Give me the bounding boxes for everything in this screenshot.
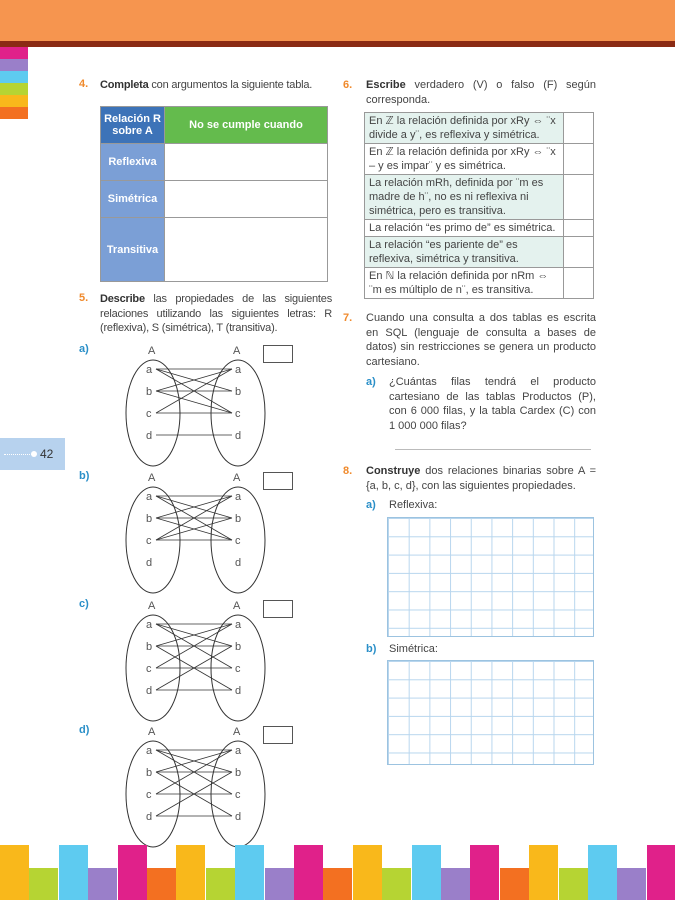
answer-cell[interactable]: [564, 113, 594, 144]
stripe: [118, 845, 147, 900]
relation-arrow: [156, 391, 232, 413]
q8a-label: a): [366, 499, 376, 511]
page-number: 42: [40, 447, 54, 461]
q5-item-label: c): [79, 598, 89, 610]
statement: La relación “es pariente de” es reflexiva, simétrica y transitiva.: [365, 237, 564, 268]
node-label: a: [235, 491, 242, 503]
node-label: c: [235, 535, 241, 547]
node-label: d: [235, 811, 242, 823]
node-label: a: [235, 745, 242, 757]
answer-cell[interactable]: [564, 237, 594, 268]
q5-number: 5.: [79, 292, 89, 304]
stripe: [294, 845, 323, 900]
node-label: b: [146, 641, 153, 653]
node-label: c: [146, 535, 152, 547]
stripe: [559, 868, 588, 900]
answer-cell[interactable]: [564, 175, 594, 220]
q8-number: 8.: [343, 465, 353, 477]
q5-item-label: d): [79, 724, 90, 736]
q6-number: 6.: [343, 79, 353, 91]
q4-table: [100, 106, 328, 282]
q7a-question: a) ¿Cuántas filas tendrá el producto cartesiano de las tablas Productos (P), con 6 000 filas, y la tabla Cardex (C) con 1 000 000 filas?: [366, 376, 596, 432]
node-label: c: [235, 789, 241, 801]
q7-number: 7.: [343, 312, 353, 324]
node-label: d: [146, 430, 153, 442]
node-label: b: [146, 386, 153, 398]
stripe: [647, 845, 675, 900]
node-label: d: [235, 430, 242, 442]
q5-item-label: a): [79, 343, 89, 355]
decorative-stripes: [0, 845, 675, 900]
statement: La relación mRh, definida por ¨m es madre de h¨, no es ni reflexiva ni simétrica, pero es transitiva.: [365, 175, 564, 220]
node-label: d: [146, 685, 153, 697]
node-label: b: [146, 513, 153, 525]
stripe: [500, 868, 529, 900]
stripe: [88, 868, 117, 900]
q6-prompt: 6. Escribe verdadero (V) o falso (F) según corresponda.: [343, 79, 596, 106]
stripe: [59, 845, 88, 900]
node-label: d: [146, 557, 153, 569]
right-column: [343, 78, 596, 765]
set-label: A: [148, 472, 156, 484]
set-label: A: [148, 600, 156, 612]
node-label: c: [146, 663, 152, 675]
node-label: b: [235, 767, 242, 779]
set-label: A: [233, 600, 241, 612]
q8b-heading: [366, 642, 596, 657]
stripe: [265, 868, 294, 900]
q6-table: [364, 112, 594, 299]
node-label: b: [235, 513, 242, 525]
statement: En ℤ la relación definida por xRy ⇔ ¨x divide a y¨, es reflexiva y simétrica.: [365, 113, 564, 144]
node-label: b: [235, 641, 242, 653]
relation-diagram: [118, 598, 278, 723]
header-stripe: [0, 41, 675, 47]
answer-cell[interactable]: [165, 181, 328, 218]
set-label: A: [148, 726, 156, 738]
header-band: [0, 0, 675, 41]
relation-diagram: [118, 343, 278, 468]
q8-prompt: 8. Construye dos relaciones binarias sobre A = {a, b, c, d}, con las siguientes propiedades.: [343, 465, 596, 492]
q8b-grid[interactable]: [387, 660, 594, 765]
stripe: [412, 845, 441, 900]
node-label: b: [235, 386, 242, 398]
stripe: [529, 845, 558, 900]
stripe: [470, 845, 499, 900]
node-label: a: [146, 364, 153, 376]
q5-item-label: b): [79, 470, 90, 482]
q7a-label: a): [366, 376, 376, 388]
set-label: A: [148, 345, 156, 357]
statement: En ℤ la relación definida por xRy ⇔ ¨x – y es impar¨ y es simétrica.: [365, 144, 564, 175]
node-label: d: [146, 811, 153, 823]
answer-cell[interactable]: [564, 144, 594, 175]
stripe: [0, 845, 29, 900]
q5-prompt: Describe las propiedades de las siguientes relaciones utilizando las siguientes letras: R (reflexiva), S (simétrica), T (transitiva).: [100, 293, 332, 334]
row-label: Simétrica: [101, 181, 165, 218]
answer-cell[interactable]: [564, 268, 594, 299]
node-label: d: [235, 685, 242, 697]
statement: La relación “es primo de” es simétrica.: [365, 220, 564, 237]
stripe: [617, 868, 646, 900]
stripe: [353, 845, 382, 900]
node-label: d: [235, 557, 242, 569]
node-label: a: [146, 619, 153, 631]
relation-diagram: [118, 470, 278, 595]
stripe: [206, 868, 235, 900]
col-header-relation: Relación R sobre A: [101, 107, 165, 144]
col-header-condition: No se cumple cuando: [165, 107, 328, 144]
set-label: A: [233, 472, 241, 484]
q7a-answer-line[interactable]: [395, 449, 591, 450]
stripe: [176, 845, 205, 900]
set-label: A: [233, 726, 241, 738]
node-label: c: [235, 663, 241, 675]
stripe: [147, 868, 176, 900]
node-label: c: [146, 408, 152, 420]
statement: En ℕ la relación definida por nRm ⇔ ¨m es múltiplo de n¨, es transitiva.: [365, 268, 564, 299]
q8a-heading: [366, 498, 596, 513]
row-label: Transitiva: [101, 218, 165, 282]
stripe: [323, 868, 352, 900]
node-label: a: [146, 745, 153, 757]
relation-diagram: [118, 724, 278, 849]
q8a-text: Reflexiva:: [389, 499, 438, 511]
node-label: c: [146, 789, 152, 801]
answer-cell[interactable]: [564, 220, 594, 237]
node-label: a: [235, 619, 242, 631]
q8b-label: b): [366, 642, 377, 655]
q4-prompt: Completa con argumentos la siguiente tabla.: [100, 79, 313, 91]
node-label: a: [235, 364, 242, 376]
node-label: a: [146, 491, 153, 503]
stripe: [235, 845, 264, 900]
set-label: A: [233, 345, 241, 357]
stripe: [382, 868, 411, 900]
color-tabs: [0, 47, 28, 119]
q7-prompt: 7. Cuando una consulta a dos tablas es escrita en SQL (lenguaje de consulta a bases de datos) sin restricciones se genera un producto cartesiano.: [343, 312, 596, 368]
q8a-grid[interactable]: [387, 517, 594, 637]
node-label: b: [146, 767, 153, 779]
answer-cell[interactable]: [165, 144, 328, 181]
node-label: c: [235, 408, 241, 420]
answer-cell[interactable]: [165, 218, 328, 282]
row-label: Reflexiva: [101, 144, 165, 181]
q8b-text: Simétrica:: [389, 642, 438, 655]
stripe: [441, 868, 470, 900]
stripe: [29, 868, 58, 900]
q4-number: 4.: [79, 78, 89, 90]
stripe: [588, 845, 617, 900]
page-number-tab: [0, 438, 65, 470]
